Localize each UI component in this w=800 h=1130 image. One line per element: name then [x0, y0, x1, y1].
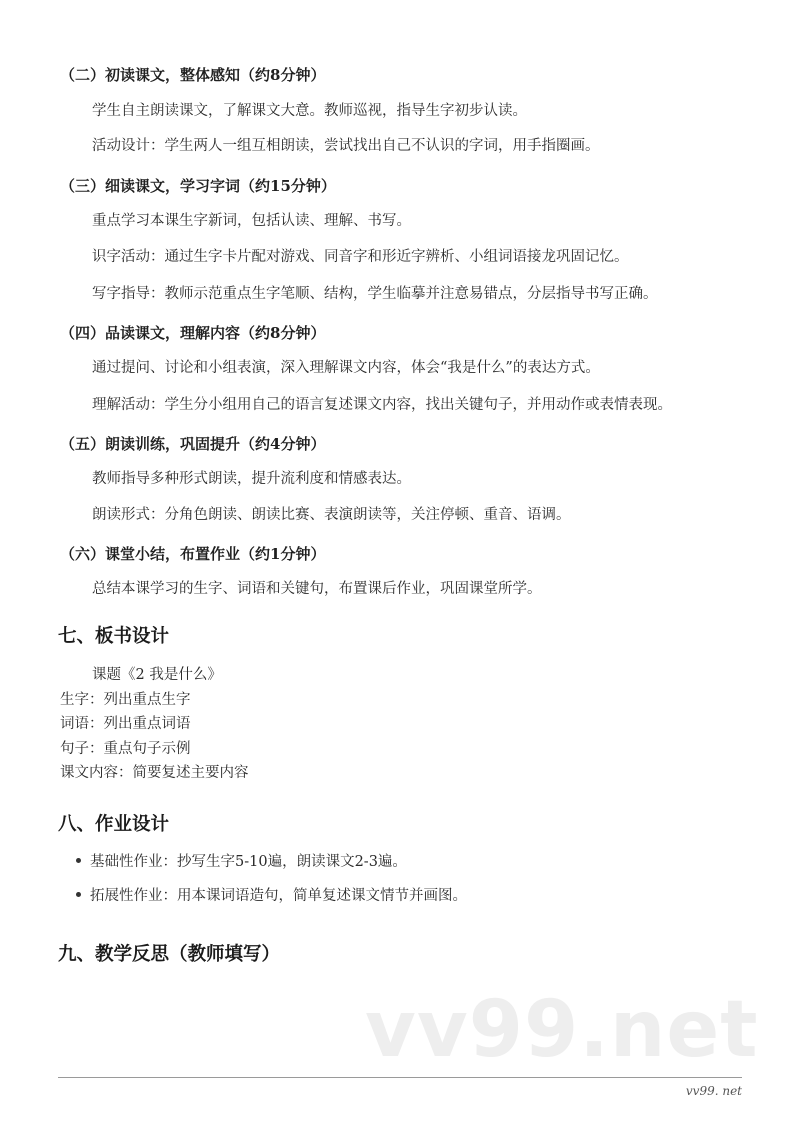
board-design-heading: 七、板书设计: [58, 626, 170, 647]
step-2-heading: （二）初读课文，整体感知（约8分钟）: [60, 66, 326, 84]
step-5-heading: （五）朗读训练，巩固提升（约4分钟）: [60, 435, 326, 453]
board-line-words: 词语：列出重点词语: [60, 716, 191, 732]
board-line-sentences: 句子：重点句子示例: [60, 741, 191, 757]
step-2-paragraph-1: 学生自主朗读课文，了解课文大意。教师巡视，指导生字初步认读。: [92, 103, 527, 119]
homework-item-extended-text: 拓展性作业：用本课词语造句，简单复述课文情节并画图。: [90, 888, 467, 904]
step-3-paragraph-2: 识字活动：通过生字卡片配对游戏、同音字和形近字辨析、小组词语接龙巩固记忆。: [92, 249, 629, 265]
step-4-paragraph-2: 理解活动：学生分小组用自己的语言复述课文内容，找出关键句子，并用动作或表情表现。: [92, 397, 672, 413]
bullet-icon: [76, 858, 81, 863]
step-6-paragraph-1: 总结本课学习的生字、词语和关键句，布置课后作业，巩固课堂所学。: [92, 581, 542, 597]
footer-site-text: vv99. net: [685, 1084, 742, 1098]
step-3-paragraph-3: 写字指导：教师示范重点生字笔顺、结构，学生临摹并注意易错点，分层指导书写正确。: [92, 286, 658, 302]
watermark-logo: vv99.net: [365, 985, 759, 1075]
board-line-content: 课文内容：简要复述主要内容: [60, 765, 249, 781]
homework-heading: 八、作业设计: [58, 814, 170, 835]
board-title-line: 课题《2 我是什么》: [92, 667, 222, 683]
step-4-heading: （四）品读课文，理解内容（约8分钟）: [60, 324, 326, 342]
step-3-paragraph-1: 重点学习本课生字新词，包括认读、理解、书写。: [92, 213, 411, 229]
footer-divider: [58, 1077, 742, 1078]
bullet-icon: [76, 892, 81, 897]
homework-item-extended: [76, 884, 467, 905]
step-6-heading: （六）课堂小结，布置作业（约1分钟）: [60, 545, 326, 563]
homework-item-basic-text: 基础性作业：抄写生字5-10遍，朗读课文2-3遍。: [90, 854, 407, 870]
reflection-heading: 九、教学反思（教师填写）: [58, 944, 281, 965]
board-line-characters: 生字：列出重点生字: [60, 692, 191, 708]
step-3-heading: （三）细读课文，学习字词（约15分钟）: [60, 177, 336, 195]
step-2-paragraph-2: 活动设计：学生两人一组互相朗读，尝试找出自己不认识的字词，用手指圈画。: [92, 138, 600, 154]
step-4-paragraph-1: 通过提问、讨论和小组表演，深入理解课文内容，体会“我是什么”的表达方式。: [92, 360, 600, 376]
step-5-paragraph-2: 朗读形式：分角色朗读、朗读比赛、表演朗读等，关注停顿、重音、语调。: [92, 507, 571, 523]
step-5-paragraph-1: 教师指导多种形式朗读，提升流利度和情感表达。: [92, 471, 411, 487]
homework-item-basic: [76, 850, 407, 871]
